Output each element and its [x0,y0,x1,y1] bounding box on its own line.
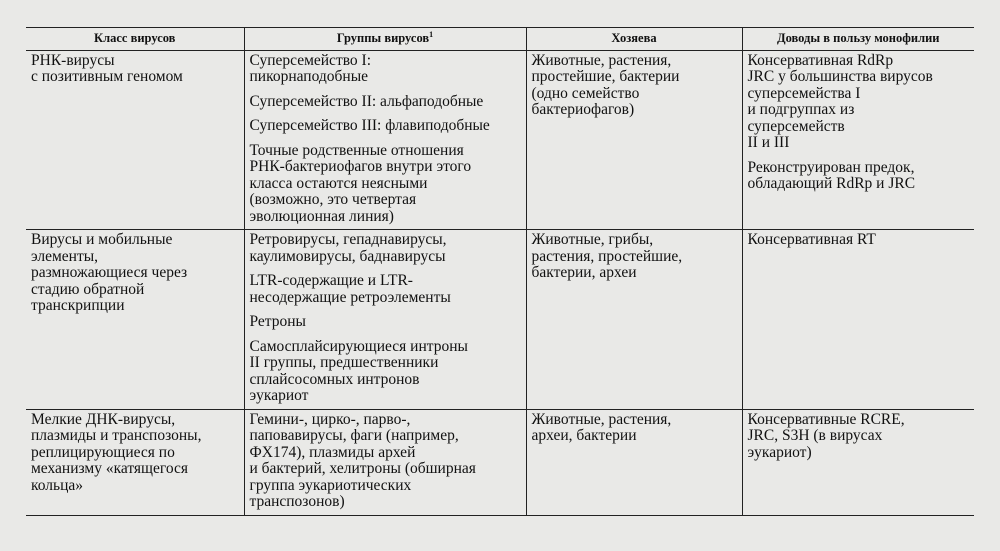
virus-group-item: Суперсемейство II: альфаподобные [249,92,484,110]
cell-virus-class: РНК-вирусы с позитивным геномом [26,50,244,230]
evidence-item: Реконструирован предок, обладающий RdRp и JRC [747,158,916,192]
header-footnote-mark: 1 [429,29,434,39]
header-monophyly-evidence: Доводы в пользу монофилии [742,28,974,51]
header-virus-groups-label: Группы вирусов [336,31,430,45]
virus-classes-table [26,27,974,516]
evidence-item: Консервативная RdRp JRC у большинства вирусов суперсемейства I и подгруппах из суперсемейств II и III [747,51,933,151]
cell-monophyly-evidence [742,230,974,410]
header-hosts: Хозяева [526,28,742,51]
cell-monophyly-evidence [742,409,974,515]
evidence-item: Консервативные RCRE, JRC, S3H (в вирусах эукариот) [747,410,905,461]
cell-hosts: Животные, растения, простейшие, бактерии (одно семейство бактериофагов) [526,50,742,230]
virus-group-item: Суперсемейство III: флавиподобные [249,117,490,134]
header-row [26,28,974,51]
cell-monophyly-evidence [742,50,974,230]
virus-group-item: Суперсемейство I: пикорнаподобные [249,51,372,85]
table-body [26,50,974,515]
table-row [26,50,974,230]
header-virus-groups [244,28,526,51]
virus-group-item: Ретроны [249,313,306,330]
table-row [26,230,974,410]
virus-group-item: Ретровирусы, гепаднавирусы, каулимовирусы, баднавирусы [249,231,447,265]
evidence-item: Консервативная RT [747,231,876,248]
virus-group-item: Гемини-, цирко-, парво-, паповавирусы, фаги (например, ФХ174), плазмиды архей и бактерий, хелитроны (обширная группа эукариотических транспозонов) [249,410,476,510]
table-header [26,28,974,51]
table-row [26,409,974,515]
header-virus-class: Класс вирусов [26,28,244,51]
virus-classes-table-container [26,27,974,516]
cell-hosts: Животные, грибы, растения, простейшие, бактерии, археи [526,230,742,410]
cell-virus-class: Мелкие ДНК-вирусы, плазмиды и транспозоны, реплицирующиеся по механизму «катящегося кольца» [26,409,244,515]
virus-group-item: Точные родственные отношения РНК-бактериофагов внутри этого класса остаются неясными (возможно, это четвертая эволюционная линия) [249,141,472,225]
cell-virus-groups [244,409,526,515]
cell-hosts: Животные, растения, археи, бактерии [526,409,742,515]
cell-virus-groups [244,50,526,230]
cell-virus-groups [244,230,526,410]
virus-group-item: Самосплайсирующиеся интроны II группы, предшественники сплайсосомных интронов эукариот [249,337,468,404]
cell-virus-class: Вирусы и мобильные элементы, размножающиеся через стадию обратной транскрипции [26,230,244,410]
virus-group-item: LTR-содержащие и LTR- несодержащие ретроэлементы [249,272,451,306]
